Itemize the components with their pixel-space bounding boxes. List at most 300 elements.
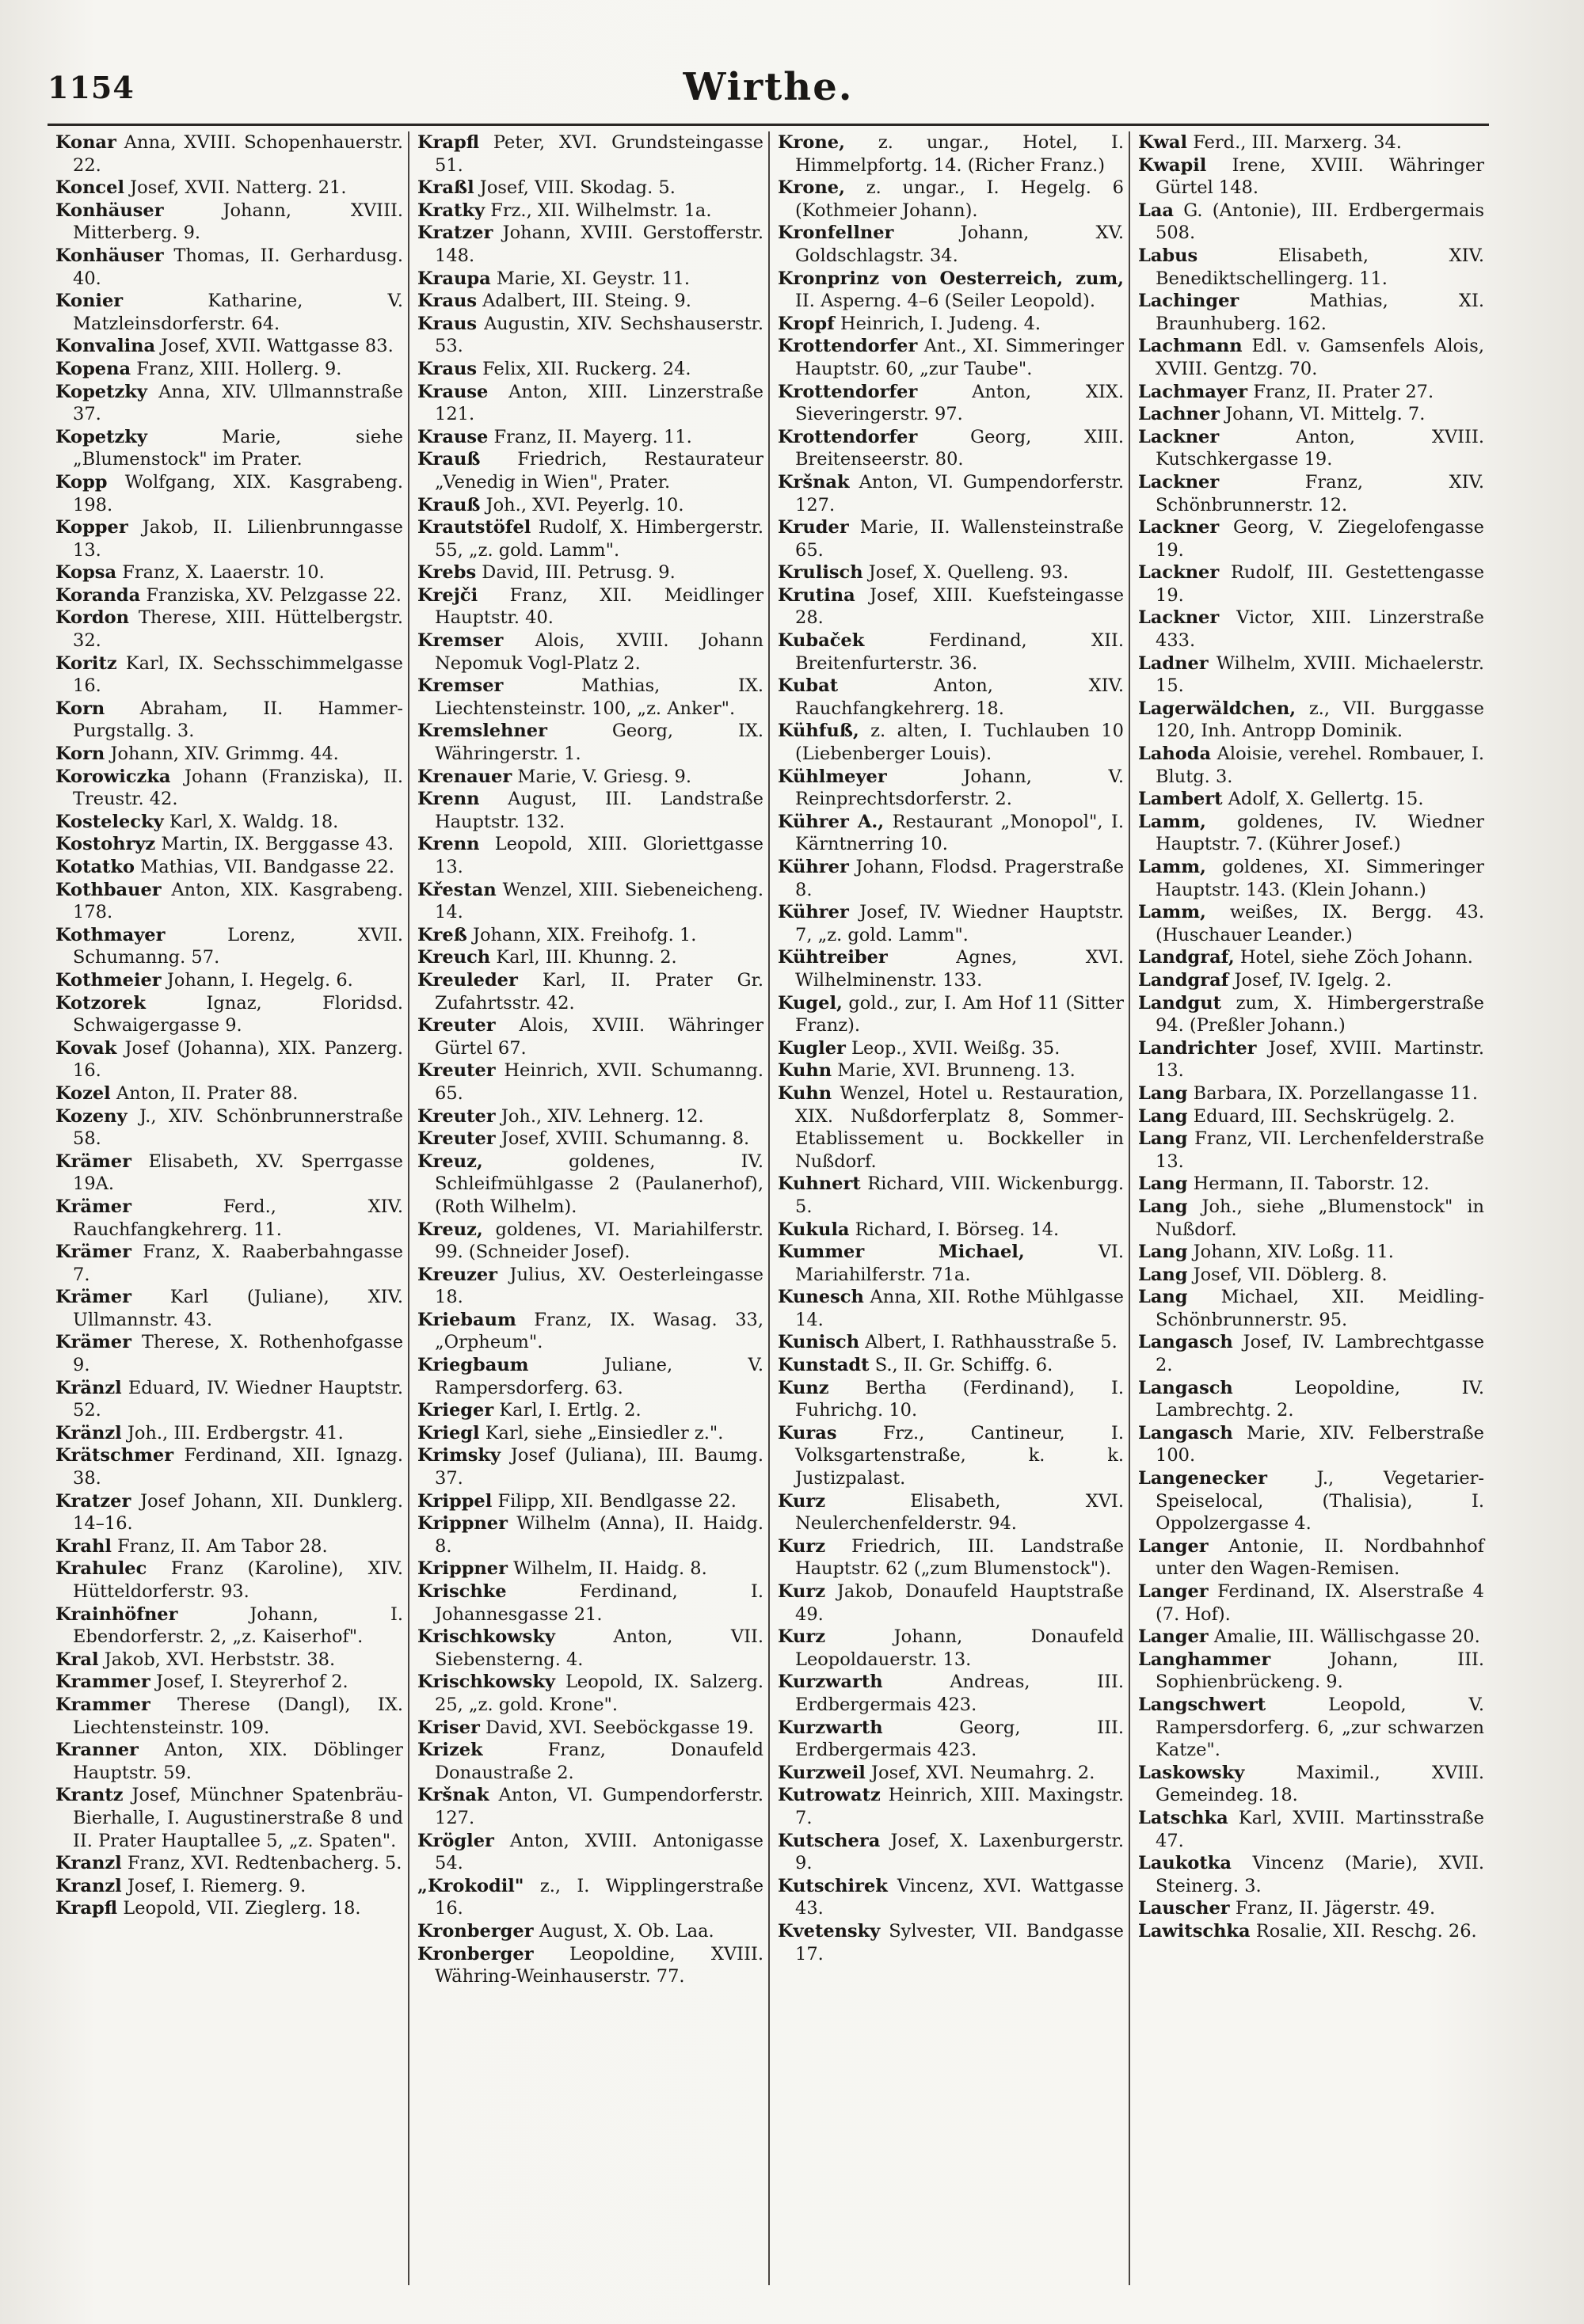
entry-name: Krauß	[417, 449, 481, 470]
entry-details: Franz, II. Jägerstr. 49.	[1235, 1898, 1436, 1919]
entry-details: Eduard, IV. Wiedner Hauptstr. 52.	[73, 1377, 404, 1421]
entry-details: weißes, IX. Bergg. 43. (Huschauer Leander.)	[1156, 902, 1484, 945]
entry-name: Krieger	[417, 1400, 494, 1421]
entry-name: Kronfellner	[778, 223, 894, 244]
entry-details: Ferdinand, I. Johannesgasse 21.	[435, 1581, 763, 1625]
entry-details: Johann, Donaufeld Leopoldauerstr. 13.	[795, 1626, 1125, 1670]
entry-details: Mathias, XI. Braunhuberg. 162.	[1156, 291, 1484, 334]
directory-entry	[417, 290, 763, 313]
directory-entry	[417, 1830, 763, 1875]
entry-name: Krone,	[778, 177, 845, 199]
entry-details: Franz, II. Mayerg. 11.	[493, 426, 692, 447]
entry-name: Lang	[1138, 1105, 1188, 1127]
entry-name: Kremslehner	[417, 721, 547, 742]
entry-details: Elisabeth, XIV. Benediktschellingerg. 11.	[1156, 245, 1484, 289]
directory-entry	[55, 1444, 403, 1489]
directory-entry	[417, 1354, 763, 1399]
directory-entry	[55, 358, 403, 381]
entry-name: Kraupa	[417, 268, 491, 289]
directory-entry	[778, 1626, 1124, 1671]
entry-name: Kreuter	[417, 1128, 496, 1150]
entry-name: Kutschirek	[778, 1875, 888, 1896]
directory-entry	[1138, 992, 1484, 1037]
entry-name: Langer	[1138, 1626, 1209, 1648]
directory-entry	[778, 811, 1124, 856]
entry-details: Mathias, VII. Bandgasse 22.	[140, 857, 394, 877]
entry-name: Kutschera	[778, 1830, 881, 1851]
entry-name: Kopsa	[55, 562, 117, 584]
entry-details: Vincenz, XVI. Wattgasse 43.	[795, 1875, 1124, 1919]
entry-name: Konhäuser	[55, 200, 164, 221]
entry-name: Kreuter	[417, 1015, 496, 1036]
entry-details: Anna, XVIII. Schopenhauerstr. 22.	[73, 132, 404, 176]
entry-name: Krottendorfer	[778, 336, 918, 357]
entry-details: Heinrich, I. Judeng. 4.	[840, 313, 1041, 334]
entry-details: Franz, X. Raaberbahngasse 7.	[73, 1242, 403, 1285]
directory-entry	[55, 969, 403, 992]
entry-details: August, III. Landstraße Hauptstr. 132.	[435, 789, 763, 832]
directory-entry	[417, 1580, 763, 1626]
directory-entry	[417, 448, 763, 493]
entry-name: Kwapil	[1138, 154, 1207, 176]
entry-details: Alois, XVIII. Währinger Gürtel 67.	[435, 1015, 763, 1059]
entry-details: Anton, XIX. Sieveringerstr. 97.	[795, 381, 1124, 425]
entry-name: Krippner	[417, 1558, 508, 1580]
entry-details: z., VII. Burggasse 120, Inh. Antropp Dominik.	[1156, 698, 1484, 742]
entry-name: Kriegbaum	[417, 1355, 529, 1376]
entry-details: Agnes, XVI. Wilhelminenstr. 133.	[795, 947, 1124, 991]
directory-entry	[778, 471, 1124, 516]
entry-name: Kotatko	[55, 857, 135, 877]
entry-details: Karl, siehe „Einsiedler z.".	[485, 1422, 724, 1443]
directory-entry	[778, 1059, 1124, 1082]
entry-details: Josef, Münchner Spatenbräu-Bierhalle, I. Augustinerstraße 8 und II. Prater Hauptallee 5, „z. Spaten".	[73, 1785, 403, 1851]
directory-entry	[1138, 1807, 1484, 1852]
directory-entry	[417, 1219, 763, 1264]
directory-entry	[417, 268, 763, 291]
directory-entry	[55, 1331, 403, 1376]
entry-details: Wilhelm, II. Haidg. 8.	[513, 1558, 707, 1580]
entry-details: Adalbert, III. Steing. 9.	[482, 291, 691, 312]
entry-details: Andreas, III. Erdbergermais 423.	[795, 1672, 1124, 1715]
entry-details: Josef, X. Laxenburgerstr. 9.	[795, 1830, 1124, 1874]
directory-entry	[417, 1151, 763, 1219]
directory-entry	[55, 833, 403, 856]
entry-details: Peter, XVI. Grundsteingasse 51.	[435, 132, 763, 176]
directory-entry	[417, 1739, 763, 1784]
entry-name: Lang	[1138, 1264, 1188, 1285]
entry-name: Krantz	[55, 1785, 124, 1806]
entry-name: Kurzwarth	[778, 1717, 883, 1738]
directory-entry	[778, 1037, 1124, 1060]
directory-entry	[778, 766, 1124, 811]
entry-details: Rosalie, XII. Reschg. 26.	[1255, 1920, 1477, 1942]
entry-name: Krapfl	[55, 1898, 118, 1919]
entry-details: Karl, I. Ertlg. 2.	[499, 1400, 642, 1421]
entry-details: Leopoldine, IV. Lambrechtg. 2.	[1156, 1377, 1484, 1421]
directory-entry	[417, 1558, 763, 1580]
directory-entry	[778, 222, 1124, 267]
entry-name: Langenecker	[1138, 1468, 1267, 1489]
entry-details: J., Vegetarier-Speiselocal, (Thalisia), I. Oppolzergasse 4.	[1156, 1468, 1485, 1535]
entry-name: Kozeny	[55, 1105, 128, 1127]
directory-entry	[55, 1558, 403, 1603]
entry-name: Kreuzer	[417, 1264, 498, 1285]
entry-details: Jakob, II. Lilienbrunngasse 13.	[73, 517, 403, 561]
directory-entry	[778, 313, 1124, 336]
entry-name: Kührer	[778, 902, 849, 923]
directory-entry	[1138, 652, 1484, 698]
entry-name: Landgraf,	[1138, 947, 1235, 968]
directory-entry	[1138, 131, 1484, 154]
entry-details: Johann, VI. Mittelg. 7.	[1225, 404, 1426, 425]
entry-details: Joh., XVI. Peyerlg. 10.	[485, 494, 684, 515]
directory-entry	[1138, 1264, 1484, 1287]
directory-entry	[417, 1512, 763, 1558]
entry-name: Kopetzky	[55, 381, 147, 402]
entry-details: zum, X. Himbergerstraße 94. (Preßler Johann.)	[1156, 992, 1485, 1036]
entry-details: Josef, IV. Igelg. 2.	[1234, 969, 1392, 991]
entry-name: Konier	[55, 291, 124, 312]
entry-details: Marie, II. Wallensteinstraße 65.	[795, 517, 1124, 561]
entry-details: J., XIV. Schönbrunnerstraße 58.	[73, 1105, 403, 1150]
entry-details: Therese (Dangl), IX. Liechtensteinstr. 109.	[73, 1694, 403, 1738]
column-4	[1129, 131, 1489, 2285]
directory-entry	[778, 516, 1124, 561]
entry-name: Kreuter	[417, 1060, 496, 1082]
entry-details: Georg, V. Ziegelofengasse 19.	[1156, 517, 1484, 561]
directory-entry	[1138, 946, 1484, 969]
directory-entry	[1138, 1196, 1484, 1241]
directory-entry	[55, 766, 403, 811]
entry-name: Kurzweil	[778, 1762, 866, 1783]
entry-name: Kukula	[778, 1219, 850, 1240]
directory-entry	[417, 1128, 763, 1151]
directory-entry	[55, 1490, 403, 1535]
entry-details: Michael, XII. Meidling-Schönbrunnerstr. 95.	[1156, 1287, 1485, 1330]
entry-name: Kothmayer	[55, 924, 166, 945]
entry-details: Johann, XIV. Grimmg. 44.	[110, 744, 339, 765]
directory-entry	[778, 1784, 1124, 1829]
entry-name: Kral	[55, 1649, 99, 1670]
entry-name: Krainhöfner	[55, 1603, 178, 1625]
entry-name: Kremser	[417, 675, 504, 697]
directory-entry	[778, 1920, 1124, 1965]
entry-details: Ignaz, Floridsd. Schwaigergasse 9.	[73, 992, 403, 1036]
entry-name: Krapfl	[417, 132, 480, 153]
entry-details: Aloisie, verehel. Rombauer, I. Blutg. 3.	[1156, 744, 1485, 787]
entry-name: Langschwert	[1138, 1694, 1266, 1715]
directory-entry	[417, 1014, 763, 1059]
directory-entry	[417, 946, 763, 969]
entry-details: Wenzel, XIII. Siebeneicheng. 14.	[435, 879, 763, 923]
entry-details: Johann, XVIII. Mitterberg. 9.	[73, 200, 403, 244]
directory-entry	[1138, 561, 1484, 607]
entry-details: Elisabeth, XV. Sperrgasse 19A.	[73, 1151, 403, 1195]
entry-name: Kühtreiber	[778, 947, 888, 968]
entry-name: Kozel	[55, 1082, 111, 1104]
directory-entry	[1138, 1694, 1484, 1762]
directory-entry	[55, 698, 403, 743]
entry-name: Labus	[1138, 245, 1198, 266]
directory-entry	[1138, 1037, 1484, 1082]
entry-details: z. ungar., Hotel, I. Himmelpfortg. 14. (Richer Franz.)	[795, 132, 1124, 176]
directory-entry	[55, 607, 403, 652]
entry-name: Kurz	[778, 1490, 826, 1512]
directory-entry	[55, 1377, 403, 1422]
entry-name: Krulisch	[778, 562, 863, 584]
directory-entry	[1138, 1422, 1484, 1467]
entry-name: Kovak	[55, 1037, 117, 1059]
directory-entry	[778, 1354, 1124, 1377]
entry-name: Koranda	[55, 584, 141, 606]
entry-name: Konhäuser	[55, 245, 164, 266]
entry-details: Lorenz, XVII. Schumanng. 57.	[73, 924, 404, 968]
directory-entry	[55, 1739, 403, 1784]
entry-details: Leopold, VII. Zieglerg. 18.	[123, 1898, 361, 1919]
entry-name: Kronprinz von Oesterreich, zum,	[778, 268, 1124, 289]
directory-entry	[55, 1603, 403, 1649]
directory-entry	[1138, 788, 1484, 811]
entry-details: Johann, III. Sophienbrückeng. 9.	[1156, 1649, 1485, 1693]
entry-name: Laa	[1138, 200, 1174, 221]
entry-name: Kopetzky	[55, 426, 147, 447]
entry-name: Krahl	[55, 1535, 112, 1557]
directory-entry	[55, 1037, 403, 1082]
entry-details: z. alten, I. Tuchlauben 10 (Liebenberger Louis).	[795, 721, 1124, 765]
entry-name: Kührer	[778, 857, 849, 877]
entry-details: Marie, XVI. Brunneng. 13.	[837, 1060, 1076, 1082]
directory-entry	[778, 1331, 1124, 1354]
entry-details: Franz, II. Am Tabor 28.	[117, 1535, 328, 1557]
directory-entry	[417, 1264, 763, 1309]
directory-entry	[55, 426, 403, 471]
entry-details: Franz, X. Laaerstr. 10.	[122, 562, 325, 584]
entry-name: Kummer Michael,	[778, 1242, 1025, 1263]
entry-details: Victor, XIII. Linzerstraße 433.	[1156, 607, 1484, 652]
directory-entry	[778, 1377, 1124, 1422]
directory-entry	[778, 381, 1124, 426]
directory-columns	[48, 131, 1489, 2285]
entry-details: Josef, XVII. Wattgasse 83.	[161, 336, 394, 357]
entry-details: Johann, XIX. Freihofg. 1.	[472, 924, 697, 945]
entry-name: Krämer	[55, 1196, 131, 1217]
directory-entry	[1138, 856, 1484, 901]
directory-entry	[55, 1649, 403, 1672]
entry-name: Kreuter	[417, 1105, 496, 1127]
entry-details: Adolf, X. Gellertg. 15.	[1228, 789, 1424, 810]
entry-details: Franz, Donaufeld Donaustraße 2.	[435, 1740, 764, 1783]
entry-details: Josef (Juliana), III. Baumg. 37.	[435, 1445, 763, 1489]
entry-details: Edl. v. Gamsenfels Alois, XVIII. Gentzg. 70.	[1156, 336, 1484, 379]
directory-entry	[417, 200, 763, 223]
entry-details: Marie, V. Griesg. 9.	[517, 766, 691, 787]
entry-name: Lawitschka	[1138, 1920, 1251, 1942]
column-1	[48, 131, 408, 2285]
header-rule	[48, 124, 1489, 126]
directory-entry	[778, 901, 1124, 946]
entry-name: Langhammer	[1138, 1649, 1271, 1670]
entry-name: Krause	[417, 381, 489, 402]
entry-details: Wilhelm, XVIII. Michaelerstr. 15.	[1156, 652, 1484, 697]
entry-details: Abraham, II. Hammer-Purgstallg. 3.	[73, 698, 404, 742]
directory-entry	[1138, 901, 1484, 946]
entry-details: Josef, XIII. Kuefsteingasse 28.	[795, 584, 1125, 629]
directory-entry	[417, 1875, 763, 1920]
entry-details: Josef Johann, XII. Dunklerg. 14–16.	[73, 1490, 403, 1535]
directory-entry	[778, 1422, 1124, 1490]
entry-name: Kopena	[55, 358, 131, 379]
entry-name: Kršnak	[417, 1785, 489, 1806]
entry-name: Lackner	[1138, 426, 1220, 447]
entry-name: Langasch	[1138, 1377, 1233, 1398]
directory-entry	[1138, 1920, 1484, 1943]
entry-name: Kunisch	[778, 1332, 860, 1353]
entry-details: Johann, I. Hegelg. 6.	[166, 969, 353, 991]
entry-details: Juliane, V. Rampersdorferg. 63.	[435, 1355, 763, 1398]
entry-name: Kreß	[417, 924, 467, 945]
entry-details: Elisabeth, XVI. Neulerchenfelderstr. 94.	[795, 1490, 1125, 1535]
entry-details: Leopoldine, XVIII. Währing-Weinhauserstr. 77.	[435, 1943, 763, 1987]
entry-details: Anna, XII. Rothe Mühlgasse 14.	[795, 1287, 1125, 1330]
entry-name: Landrichter	[1138, 1037, 1257, 1059]
entry-name: Kostelecky	[55, 811, 164, 832]
entry-details: VI. Mariahilferstr. 71a.	[795, 1242, 1124, 1285]
entry-name: Landgut	[1138, 992, 1221, 1014]
directory-entry	[55, 131, 403, 177]
entry-name: Kraus	[417, 291, 478, 312]
entry-details: Felix, XII. Ruckerg. 24.	[482, 358, 691, 379]
directory-entry	[417, 1309, 763, 1354]
entry-details: Ferdinand, IX. Alserstraße 4 (7. Hof).	[1156, 1581, 1485, 1625]
entry-details: goldenes, IV. Schleifmühlgasse 2 (Paulanerhof), (Roth Wilhelm).	[435, 1151, 763, 1217]
entry-name: Krischke	[417, 1581, 507, 1602]
directory-entry	[778, 992, 1124, 1037]
entry-details: Richard, VIII. Wickenburgg. 5.	[795, 1173, 1125, 1217]
directory-entry	[778, 561, 1124, 584]
entry-name: Kunstadt	[778, 1355, 870, 1376]
entry-name: Krahulec	[55, 1558, 147, 1580]
directory-entry	[417, 675, 763, 720]
directory-entry	[778, 1219, 1124, 1242]
page-number: 1154	[48, 70, 135, 105]
directory-entry	[55, 1151, 403, 1196]
directory-entry	[1138, 426, 1484, 471]
directory-entry	[1138, 1241, 1484, 1264]
directory-entry	[1138, 200, 1484, 245]
directory-entry	[417, 1105, 763, 1128]
entry-details: Johann, V. Reinprechtsdorferstr. 2.	[795, 766, 1124, 810]
entry-name: Krautstöfel	[417, 517, 531, 538]
entry-name: Kraus	[417, 313, 478, 334]
entry-details: Frz., Cantineur, I. Volksgartenstraße, k. k. Justizpalast.	[795, 1422, 1125, 1489]
entry-name: Kührer A.,	[778, 811, 885, 832]
directory-entry	[1138, 1173, 1484, 1196]
directory-entry	[417, 1920, 763, 1943]
directory-entry	[778, 1082, 1124, 1173]
entry-name: Krätschmer	[55, 1445, 174, 1466]
entry-name: Lagerwäldchen,	[1138, 698, 1297, 719]
entry-details: Marie, siehe „Blumenstock" im Prater.	[73, 426, 403, 470]
entry-name: Lamm,	[1138, 857, 1206, 877]
entry-details: Georg, IX. Währingerstr. 1.	[435, 721, 763, 765]
entry-details: Josef, XVIII. Schumanng. 8.	[501, 1128, 750, 1150]
entry-details: Franz, II. Prater 27.	[1253, 381, 1434, 402]
entry-name: Lachner	[1138, 404, 1220, 425]
entry-name: Lang	[1138, 1173, 1188, 1195]
entry-name: Lachmayer	[1138, 381, 1248, 402]
entry-name: Kratky	[417, 200, 485, 221]
entry-details: Josef, XVII. Natterg. 21.	[130, 177, 347, 199]
entry-name: Konar	[55, 132, 116, 153]
entry-details: Leopold, IX. Salzerg. 25, „z. gold. Krone".	[435, 1672, 763, 1715]
directory-entry	[778, 131, 1124, 177]
entry-name: Lang	[1138, 1082, 1188, 1104]
entry-details: Ferd., XIV. Rauchfangkehrerg. 11.	[73, 1196, 403, 1240]
entry-name: Krutina	[778, 584, 855, 606]
page-header	[48, 65, 1489, 117]
entry-name: Krenn	[417, 834, 480, 855]
entry-name: Lahoda	[1138, 744, 1212, 765]
entry-name: Langer	[1138, 1581, 1209, 1602]
entry-name: Krottendorfer	[778, 426, 918, 447]
directory-entry	[55, 290, 403, 335]
directory-entry	[1138, 245, 1484, 290]
entry-name: Korn	[55, 698, 105, 719]
entry-name: Krebs	[417, 562, 477, 584]
entry-details: Anton, XIX. Kasgrabeng. 178.	[73, 879, 404, 923]
entry-name: Kranner	[55, 1740, 139, 1761]
entry-name: Kraßl	[417, 177, 474, 199]
directory-entry	[1138, 1762, 1484, 1807]
entry-name: Kühlmeyer	[778, 766, 887, 787]
directory-entry	[55, 1671, 403, 1694]
directory-entry	[778, 584, 1124, 629]
directory-entry	[778, 1830, 1124, 1875]
directory-entry	[1138, 1467, 1484, 1535]
entry-details: Anton, XIII. Linzerstraße 121.	[435, 381, 763, 425]
entry-name: Latschka	[1138, 1807, 1228, 1828]
directory-entry	[1138, 811, 1484, 856]
directory-entry	[417, 1059, 763, 1105]
entry-details: goldenes, XI. Simmeringer Hauptstr. 143. (Klein Johann.)	[1156, 857, 1485, 900]
directory-entry	[55, 1875, 403, 1898]
entry-details: Julius, XV. Oesterleingasse 18.	[435, 1264, 763, 1308]
directory-entry	[55, 471, 403, 516]
directory-entry	[778, 1717, 1124, 1762]
entry-name: Krämer	[55, 1151, 131, 1172]
entry-name: Koncel	[55, 177, 124, 199]
entry-details: Leopold, XIII. Gloriettgasse 13.	[435, 834, 764, 877]
entry-details: Johann, I. Ebendorferstr. 2, „z. Kaiserhof".	[73, 1603, 403, 1648]
entry-details: Anton, VI. Gumpendorferstr. 127.	[795, 471, 1124, 515]
entry-details: Filipp, XII. Bendlgasse 22.	[497, 1490, 737, 1512]
entry-details: Anton, XIX. Döblinger Hauptstr. 59.	[73, 1740, 403, 1783]
directory-entry	[778, 1671, 1124, 1716]
directory-entry	[778, 1762, 1124, 1785]
entry-name: Lang	[1138, 1287, 1188, 1308]
entry-name: Lang	[1138, 1128, 1188, 1150]
entry-details: Georg, III. Erdbergermais 423.	[795, 1717, 1124, 1761]
entry-details: Wenzel, Hotel u. Restauration, XIX. Nußdorferplatz 8, Sommer-Etablissement u. Bockkeller in Nußdorf.	[795, 1082, 1124, 1172]
directory-entry	[1138, 607, 1484, 652]
entry-name: Kotzorek	[55, 992, 147, 1014]
entry-details: Frz., XII. Wilhelmstr. 1a.	[490, 200, 712, 221]
entry-details: Joh., XIV. Lehnerg. 12.	[501, 1105, 704, 1127]
entry-name: Kutrowatz	[778, 1785, 881, 1806]
entry-details: Barbara, IX. Porzellangasse 11.	[1193, 1082, 1479, 1104]
entry-details: Georg, XIII. Breitenseerstr. 80.	[795, 426, 1124, 470]
